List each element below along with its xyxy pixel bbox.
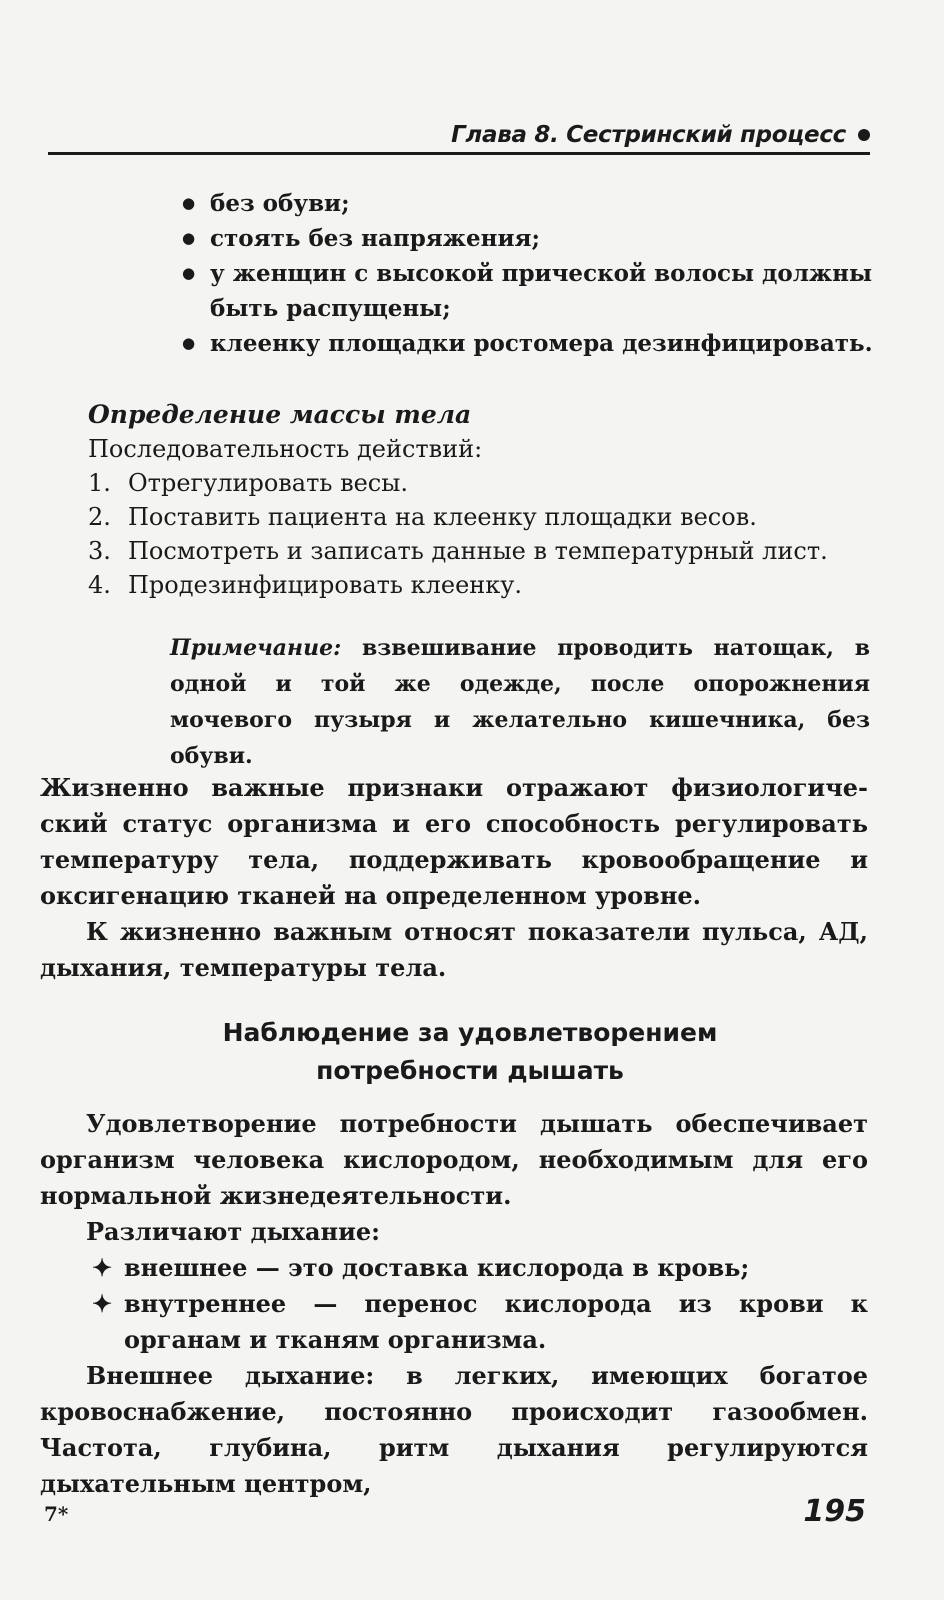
section-title-line1: Наблюдение за удовлетворением bbox=[222, 1018, 718, 1047]
step-text: Продезинфицировать клеенку. bbox=[128, 571, 523, 599]
vitals-list-text: К жизненно важным относят показатели пульса, АД, дыхания, температуры тела. bbox=[40, 917, 868, 982]
step-item bbox=[88, 534, 868, 568]
weight-note bbox=[170, 630, 870, 774]
list-item: ● без обуви; bbox=[180, 186, 880, 221]
external-text: в легких, имеющих богатое кровоснабжение, постоянно происходит газообмен. Частота, глубина, ритм дыхания регулируются дыхательным центром, bbox=[40, 1361, 868, 1498]
signature-mark: 7* bbox=[44, 1502, 69, 1526]
external-term: Внешнее дыхание: bbox=[86, 1361, 375, 1390]
list-item: ● стоять без напряжения; bbox=[180, 221, 880, 256]
step-number: 1. bbox=[88, 469, 111, 497]
list-item: ● клеенку площадки ростомера дезинфицировать. bbox=[180, 326, 880, 361]
vitals-list-paragraph bbox=[40, 914, 868, 986]
note-label: Примечание: bbox=[170, 635, 342, 661]
page-number: 195 bbox=[803, 1494, 866, 1529]
type-text: — это доставка кислорода в кровь; bbox=[247, 1253, 750, 1282]
list-item bbox=[86, 1250, 868, 1286]
list-item: ● у женщин с высокой прической волосы должны быть распущены; bbox=[180, 256, 880, 326]
breathing-intro: Удовлетворение потребности дышать обеспечивает организм человека кислородом, необходимым для его нормальной жизнедеятельности. bbox=[40, 1109, 868, 1210]
type-text: — перенос кислорода из крови к органам и тканям организма. bbox=[124, 1289, 868, 1354]
breathing-types bbox=[86, 1250, 868, 1358]
height-measurement-bullets bbox=[180, 186, 880, 361]
vitals-paragraph bbox=[40, 770, 868, 914]
bullet-dot-icon bbox=[858, 129, 870, 141]
step-text: Поставить пациента на клеенку площадки весов. bbox=[128, 503, 757, 531]
section-title-line2: потребности дышать bbox=[316, 1056, 624, 1085]
type-term: внутреннее bbox=[124, 1289, 287, 1318]
types-label: Различают дыхание: bbox=[86, 1217, 380, 1246]
step-number: 4. bbox=[88, 571, 111, 599]
breathing-section bbox=[40, 1106, 868, 1502]
list-item bbox=[86, 1286, 868, 1358]
running-title: Глава 8. Сестринский процесс bbox=[451, 122, 846, 148]
weight-section bbox=[88, 398, 868, 602]
step-item bbox=[88, 466, 868, 500]
step-number: 2. bbox=[88, 503, 111, 531]
step-text: Посмотреть и записать данные в температурный лист. bbox=[128, 537, 828, 565]
weight-steps bbox=[88, 466, 868, 602]
vitals-text: Жизненно важные признаки отражают физиологиче-ский статус организма и его способность регулировать температуру тела, поддерживать кровообращение и оксигенацию тканей на определенном уровне. bbox=[40, 773, 868, 910]
step-text: Отрегулировать весы. bbox=[128, 469, 408, 497]
step-item bbox=[88, 500, 868, 534]
step-number: 3. bbox=[88, 537, 111, 565]
weight-heading: Определение массы тела bbox=[88, 400, 472, 429]
running-header bbox=[48, 112, 870, 155]
note-text: взвешивание проводить натощак, в одной и той же одежде, после опорожнения мочевого пузыря и желательно кишечника, без обуви. bbox=[170, 635, 870, 769]
type-term: внешнее bbox=[124, 1253, 248, 1282]
sequence-label: Последовательность действий: bbox=[88, 435, 483, 463]
step-item bbox=[88, 568, 868, 602]
section-title bbox=[130, 1014, 810, 1090]
